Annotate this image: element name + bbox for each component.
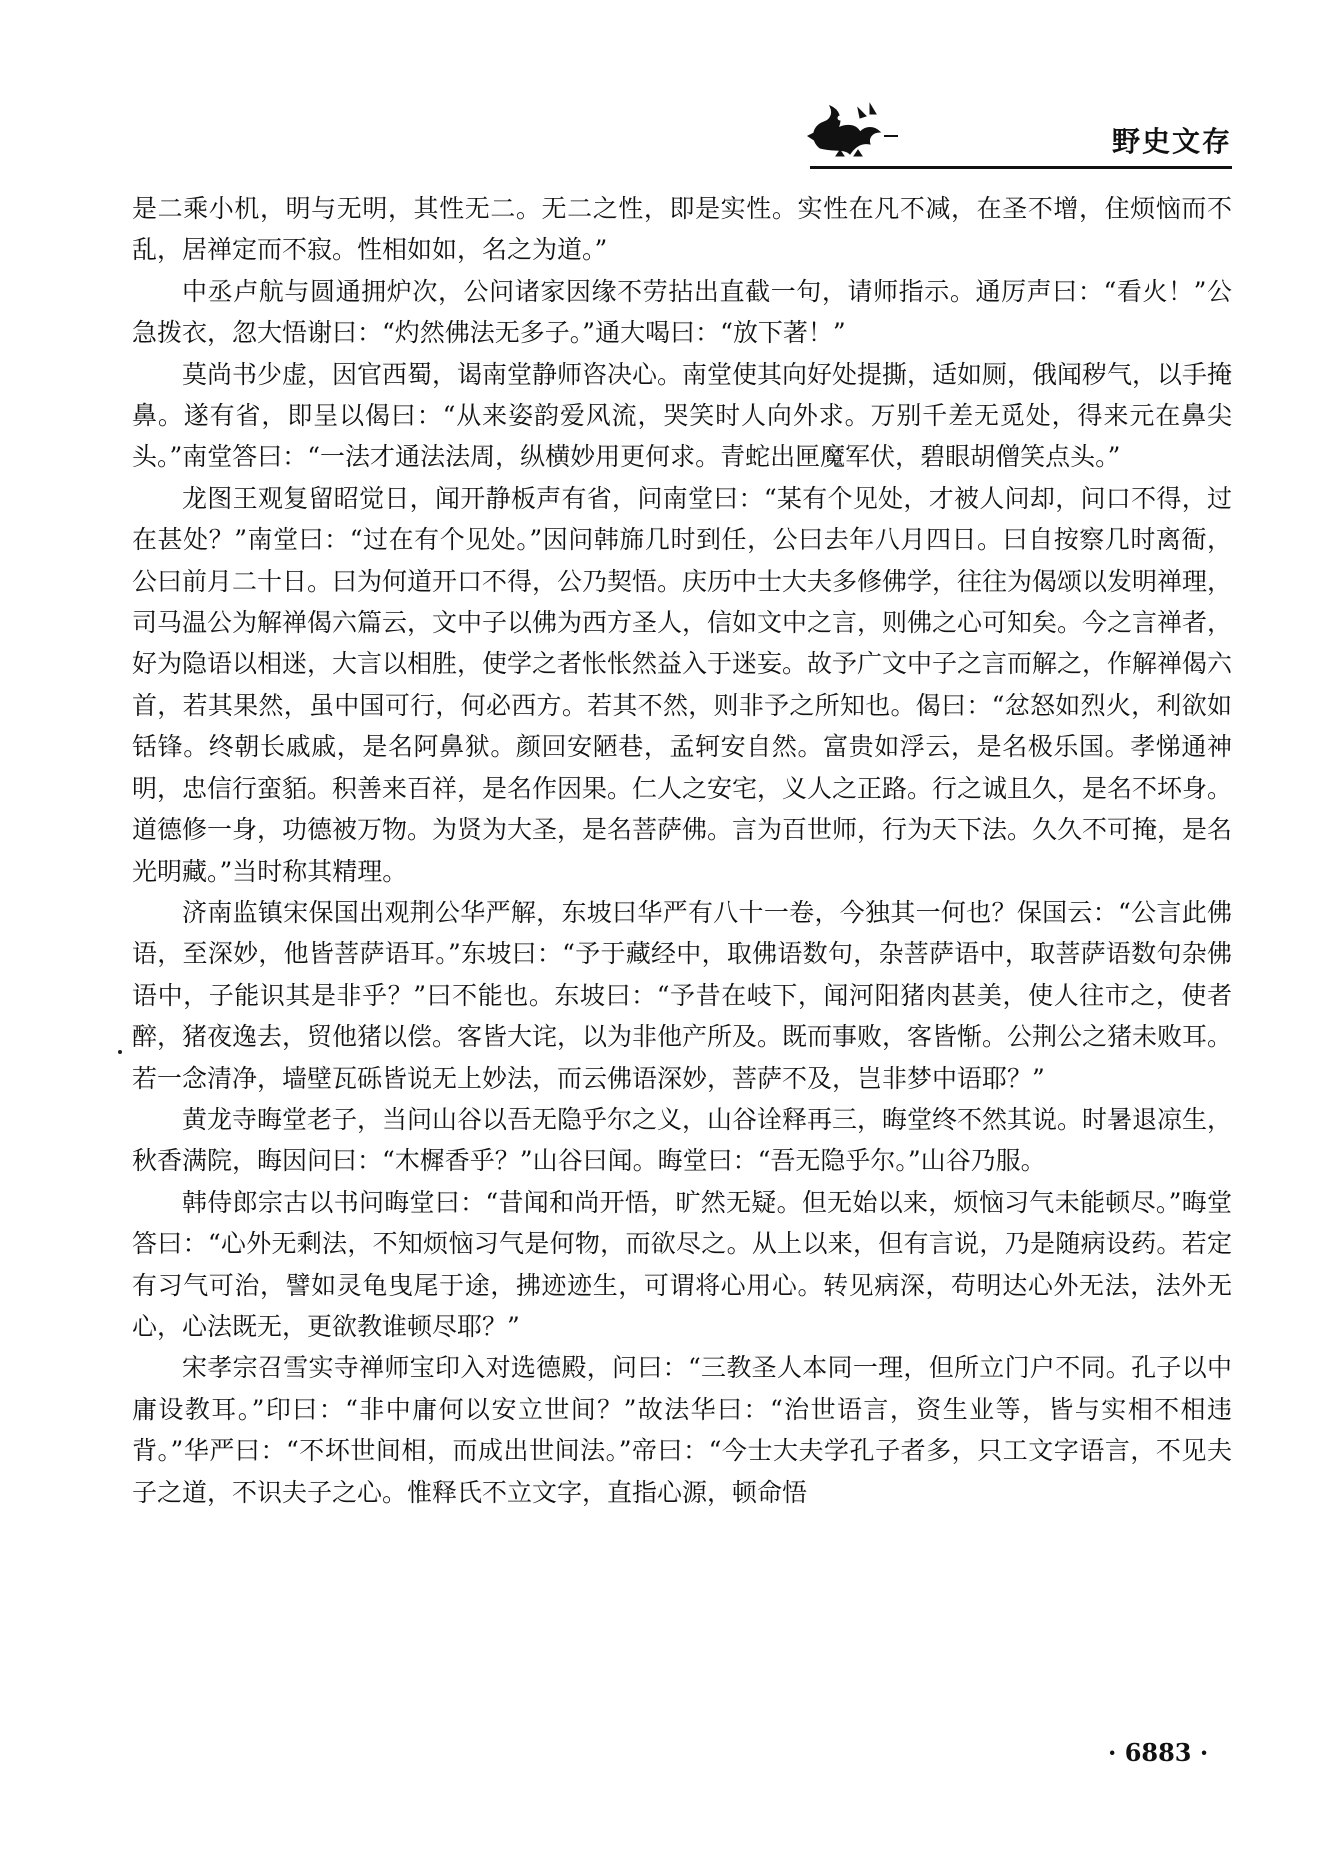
paragraph: 宋孝宗召雪实寺禅师宝印入对选德殿，问曰：“三教圣人本同一理，但所立门户不同。孔子以中庸设教耳。”印曰：“非中庸何以安立世间？”故法华曰：“治世语言，资生业等，皆与实相不相违背。”华严曰：“不坏世间相，而成出世间法。”帝曰：“今士大夫学孔子者多，只工文字语言，不见夫子之道，不识夫子之心。惟释氏不立文字，直指心源，顿命悟 <box>132 1353 1232 1507</box>
paragraph: 龙图王观复留昭觉日，闻开静板声有省，问南堂曰：“某有个见处，才被人问却，问口不得，过在甚处？”南堂曰：“过在有个见处。”因问韩旆几时到任，公曰去年八月四日。曰自按察几时离衙，公曰前月二十日。曰为何道开口不得，公乃契悟。庆历中士大夫多修佛学，往往为偈颂以发明禅理，司马温公为解禅偈六篇云，文中子以佛为西方圣人，信如文中之言，则佛之心可知矣。今之言禅者，好为隐语以相迷，大言以相胜，使学之者怅怅然益入于迷妄。故予广文中子之言而解之，作解禅偈六首，若其果然，虽中国可行，何必西方。若其不然，则非予之所知也。偈曰：“忿怒如烈火，利欲如铦锋。终朝长戚戚，是名阿鼻狱。颜回安陋巷，孟轲安自然。富贵如浮云，是名极乐国。孝悌通神明，忠信行蛮貊。积善来百祥，是名作因果。仁人之安宅，义人之正路。行之诚且久，是名不坏身。道德修一身，功德被万物。为贤为大圣，是名菩萨佛。言为百世师，行为天下法。久久不可掩，是名光明藏。”当时称其精理。 <box>132 483 1233 886</box>
dragon-emblem-icon <box>800 96 900 162</box>
running-header-title: 野史文存 <box>1111 125 1232 158</box>
page-number: · 6883 · <box>1108 1738 1209 1767</box>
paragraph: 是二乘小机，明与无明，其性无二。无二之性，即是实性。实性在凡不减，在圣不增，住烦恼而不乱，居禅定而不寂。性相如如，名之为道。” <box>132 194 1232 265</box>
paragraph: 黄龙寺晦堂老子，当问山谷以吾无隐乎尔之义，山谷诠释再三，晦堂终不然其说。时暑退凉生，秋香满院，晦因问曰：“木樨香乎？”山谷曰闻。晦堂曰：“吾无隐乎尔。”山谷乃服。 <box>132 1104 1233 1176</box>
paragraph: 济南监镇宋保国出观荆公华严解，东坡曰华严有八十一卷，今独其一何也？保国云：“公言此佛语，至深妙，他皆菩萨语耳。”东坡曰：“予于藏经中，取佛语数句，杂菩萨语中，取菩萨语数句杂佛语中，子能识其是非乎？”曰不能也。东坡曰：“予昔在岐下，闻河阳猪肉甚美，使人往市之，使者醉，猪夜逸去，贸他猪以偿。客皆大诧，以为非他产所及。既而事败，客皆惭。公荆公之猪未败耳。若一念清净，墙壁瓦砾皆说无上妙法，而云佛语深妙，菩萨不及，岂非梦中语耶？” <box>132 897 1233 1093</box>
body-text <box>132 188 1232 1513</box>
running-header <box>800 96 1232 168</box>
paragraph: 韩侍郎宗古以书问晦堂曰：“昔闻和尚开悟，旷然无疑。但无始以来，烦恼习气未能顿尽。”晦堂答曰：“心外无剩法，不知烦恼习气是何物，而欲尽之。从上以来，但有言说，乃是随病设药。若定有习气可治，譬如灵龟曳尾于途，拂迹迹生，可谓将心用心。转见病深，苟明达心外无法，法外无心，心法既无，更欲教谁顿尽耶？” <box>132 1187 1232 1341</box>
paragraph: 中丞卢航与圆通拥炉次，公问诸家因缘不劳拈出直截一句，请师指示。通厉声曰：“看火！”公急拨衣，忽大悟谢曰：“灼然佛法无多子。”通大喝曰：“放下著！” <box>132 276 1232 348</box>
paragraph: 莫尚书少虚，因官西蜀，谒南堂静师咨决心。南堂使其向好处提撕，适如厕，俄闻秽气，以手掩鼻。遂有省，即呈以偈曰：“从来姿韵爱风流，哭笑时人向外求。万别千差无觅处，得来元在鼻尖头。”南堂答曰：“一法才通法法周，纵横妙用更何求。青蛇出匣魔军伏，碧眼胡僧笑点头。” <box>132 359 1233 472</box>
stray-mark <box>118 1050 122 1054</box>
header-rule <box>810 166 1232 169</box>
